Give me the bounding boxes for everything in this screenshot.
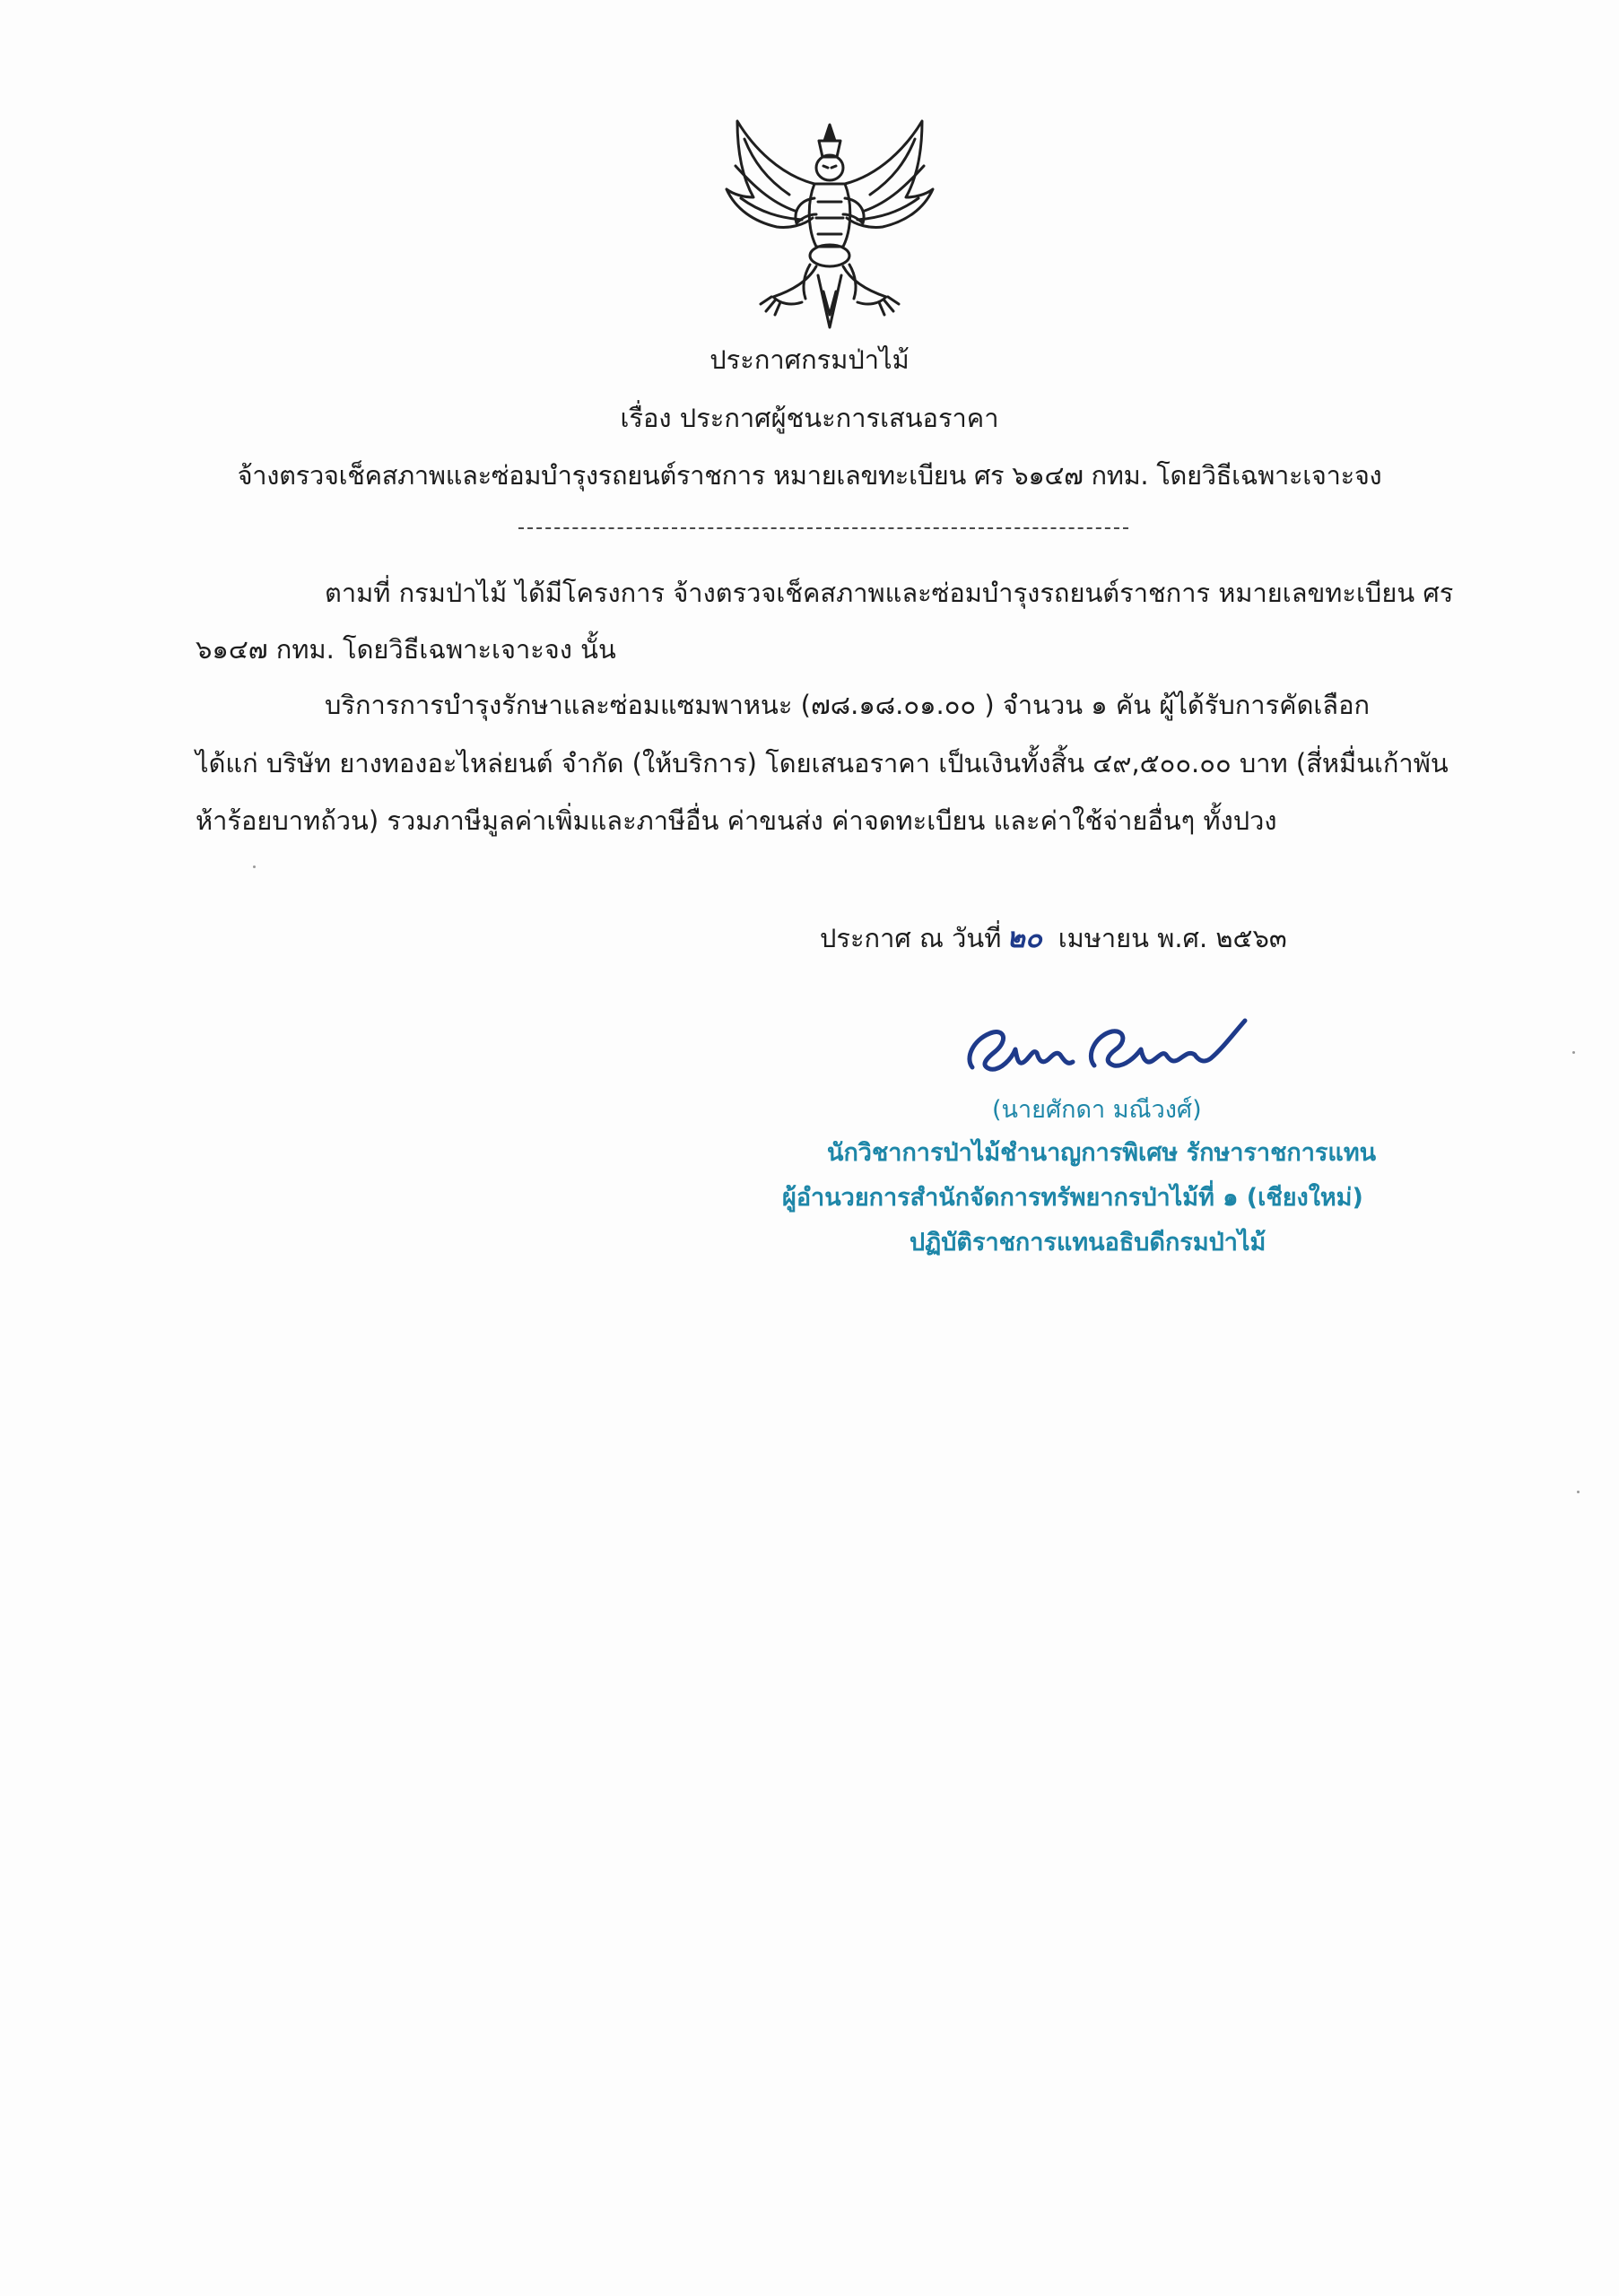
separator-dashed (518, 527, 1128, 529)
handwritten-signature-icon (960, 1013, 1256, 1085)
document-subject-detail: จ้างตรวจเช็คสภาพและซ่อมบำรุงรถยนต์ราชการ หมายเลขทะเบียน ศร ๖๑๔๗ กทม. โดยวิธีเฉพาะเจาะจง (237, 460, 1382, 491)
document-subject: เรื่อง ประกาศผู้ชนะการเสนอราคา (620, 403, 999, 433)
scan-speck (1577, 1491, 1580, 1493)
announcement-date (820, 915, 1287, 960)
paragraph-2-line-1: บริการการบำรุงรักษาและซ่อมแซมพาหนะ (๗๘.๑๘.๐๑.๐๐ ) จำนวน ๑ คัน ผู้ได้รับการคัดเลือก (325, 690, 1371, 720)
garuda-emblem-icon (718, 112, 942, 336)
date-prefix: ประกาศ ณ วันที่ (820, 923, 1002, 953)
signatory-position-3: ปฏิบัติราชการแทนอธิบดีกรมป่าไม้ (910, 1229, 1266, 1257)
date-day-handwritten: ๒๐ (1006, 922, 1042, 954)
paragraph-2-line-3: ห้าร้อยบาทถ้วน) รวมภาษีมูลค่าเพิ่มและภาษีอื่น ค่าขนส่ง ค่าจดทะเบียน และค่าใช้จ่ายอื่นๆ ทั้งปวง (196, 805, 1277, 836)
signatory-name: (นายศักดา มณีวงศ์) (992, 1096, 1202, 1124)
signatory-position-2: ผู้อำนวยการสำนักจัดการทรัพยากรป่าไม้ที่ ๑ (เชียงใหม่) (782, 1184, 1363, 1212)
scan-speck (1572, 1051, 1575, 1054)
document-title: ประกาศกรมป่าไม้ (709, 344, 910, 375)
signatory-position-1: นักวิชาการป่าไม้ชำนาญการพิเศษ รักษาราชการแทน (827, 1139, 1377, 1167)
date-month-year: เมษายน พ.ศ. ๒๕๖๓ (1058, 923, 1287, 953)
paragraph-1-line-2: ๖๑๔๗ กทม. โดยวิธีเฉพาะเจาะจง นั้น (196, 634, 616, 665)
paragraph-1-line-1: ตามที่ กรมป่าไม้ ได้มีโครงการ จ้างตรวจเช็คสภาพและซ่อมบำรุงรถยนต์ราชการ หมายเลขทะเบียน ศร (325, 578, 1454, 608)
paragraph-2-line-2: ได้แก่ บริษัท ยางทองอะไหล่ยนต์ จำกัด (ให้บริการ) โดยเสนอราคา เป็นเงินทั้งสิ้น ๔๙,๕๐๐.๐๐ บาท (สี่หมื่นเก้าพัน (196, 748, 1449, 778)
scan-speck (253, 865, 256, 868)
